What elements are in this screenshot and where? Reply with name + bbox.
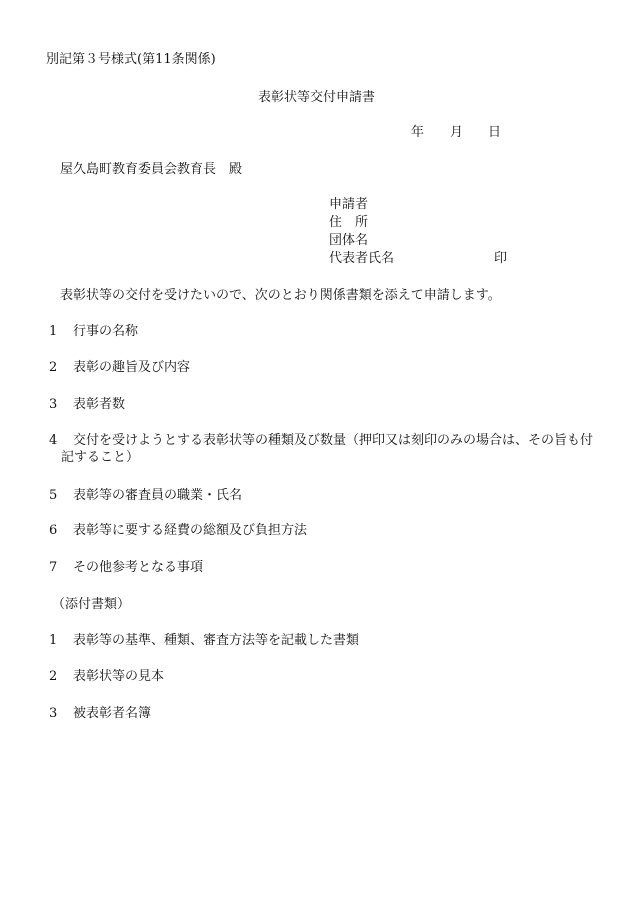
item-number: 4	[49, 433, 58, 448]
intro-text: 表彰状等の交付を受けたいので、次のとおり関係書類を添えて申請します。	[60, 288, 501, 303]
item-text: 表彰者数	[73, 397, 126, 412]
attachment-item	[49, 705, 151, 722]
applicant-label: 申請者	[329, 197, 369, 212]
date-day-label: 日	[488, 125, 502, 140]
item-text: 交付を受けようとする表彰状等の種類及び数量（押印又は刻印のみの場合は、その旨も付	[73, 433, 594, 448]
address-label: 住 所	[329, 215, 369, 230]
organization-label: 団体名	[329, 233, 369, 248]
list-item	[49, 487, 242, 504]
item-number: 5	[49, 488, 58, 503]
item-text: 表彰等の審査員の職業・氏名	[73, 488, 243, 503]
document-title: 表彰状等交付申請書	[258, 90, 376, 105]
item-text: その他参考となる事項	[73, 560, 204, 575]
list-item	[49, 522, 307, 539]
attachment-number: 3	[49, 706, 58, 721]
attachment-number: 2	[49, 669, 58, 684]
date-year-label: 年	[411, 125, 425, 140]
list-item	[49, 323, 138, 340]
attachment-item	[49, 632, 359, 649]
list-item	[49, 559, 203, 576]
date-month-label: 月	[450, 125, 464, 140]
item-text: 表彰の趣旨及び内容	[73, 360, 191, 375]
list-item	[49, 432, 594, 466]
list-item	[49, 359, 190, 376]
item-number: 6	[49, 523, 58, 538]
item-text: 行事の名称	[73, 324, 139, 339]
attachment-text: 被表彰者名簿	[73, 706, 152, 721]
item-text-continued: 記すること）	[61, 450, 140, 465]
representative-label: 代表者氏名	[329, 251, 395, 266]
attachment-number: 1	[49, 633, 58, 648]
addressee: 屋久島町教育委員会教育長 殿	[60, 162, 243, 177]
seal-mark: 印	[494, 251, 508, 266]
item-number: 1	[49, 324, 58, 339]
list-item	[49, 396, 125, 413]
item-text: 表彰等に要する経費の総額及び負担方法	[73, 523, 308, 538]
attachment-item	[49, 668, 164, 685]
item-number: 3	[49, 397, 58, 412]
attachment-text: 表彰等の基準、種類、審査方法等を記載した書類	[73, 633, 360, 648]
item-number: 7	[49, 560, 58, 575]
applicant-block	[329, 196, 394, 268]
item-number: 2	[49, 360, 58, 375]
form-reference: 別記第３号様式(第11条関係)	[46, 52, 216, 67]
attachment-text: 表彰状等の見本	[73, 669, 165, 684]
attachments-heading: （添付書類）	[52, 597, 131, 612]
